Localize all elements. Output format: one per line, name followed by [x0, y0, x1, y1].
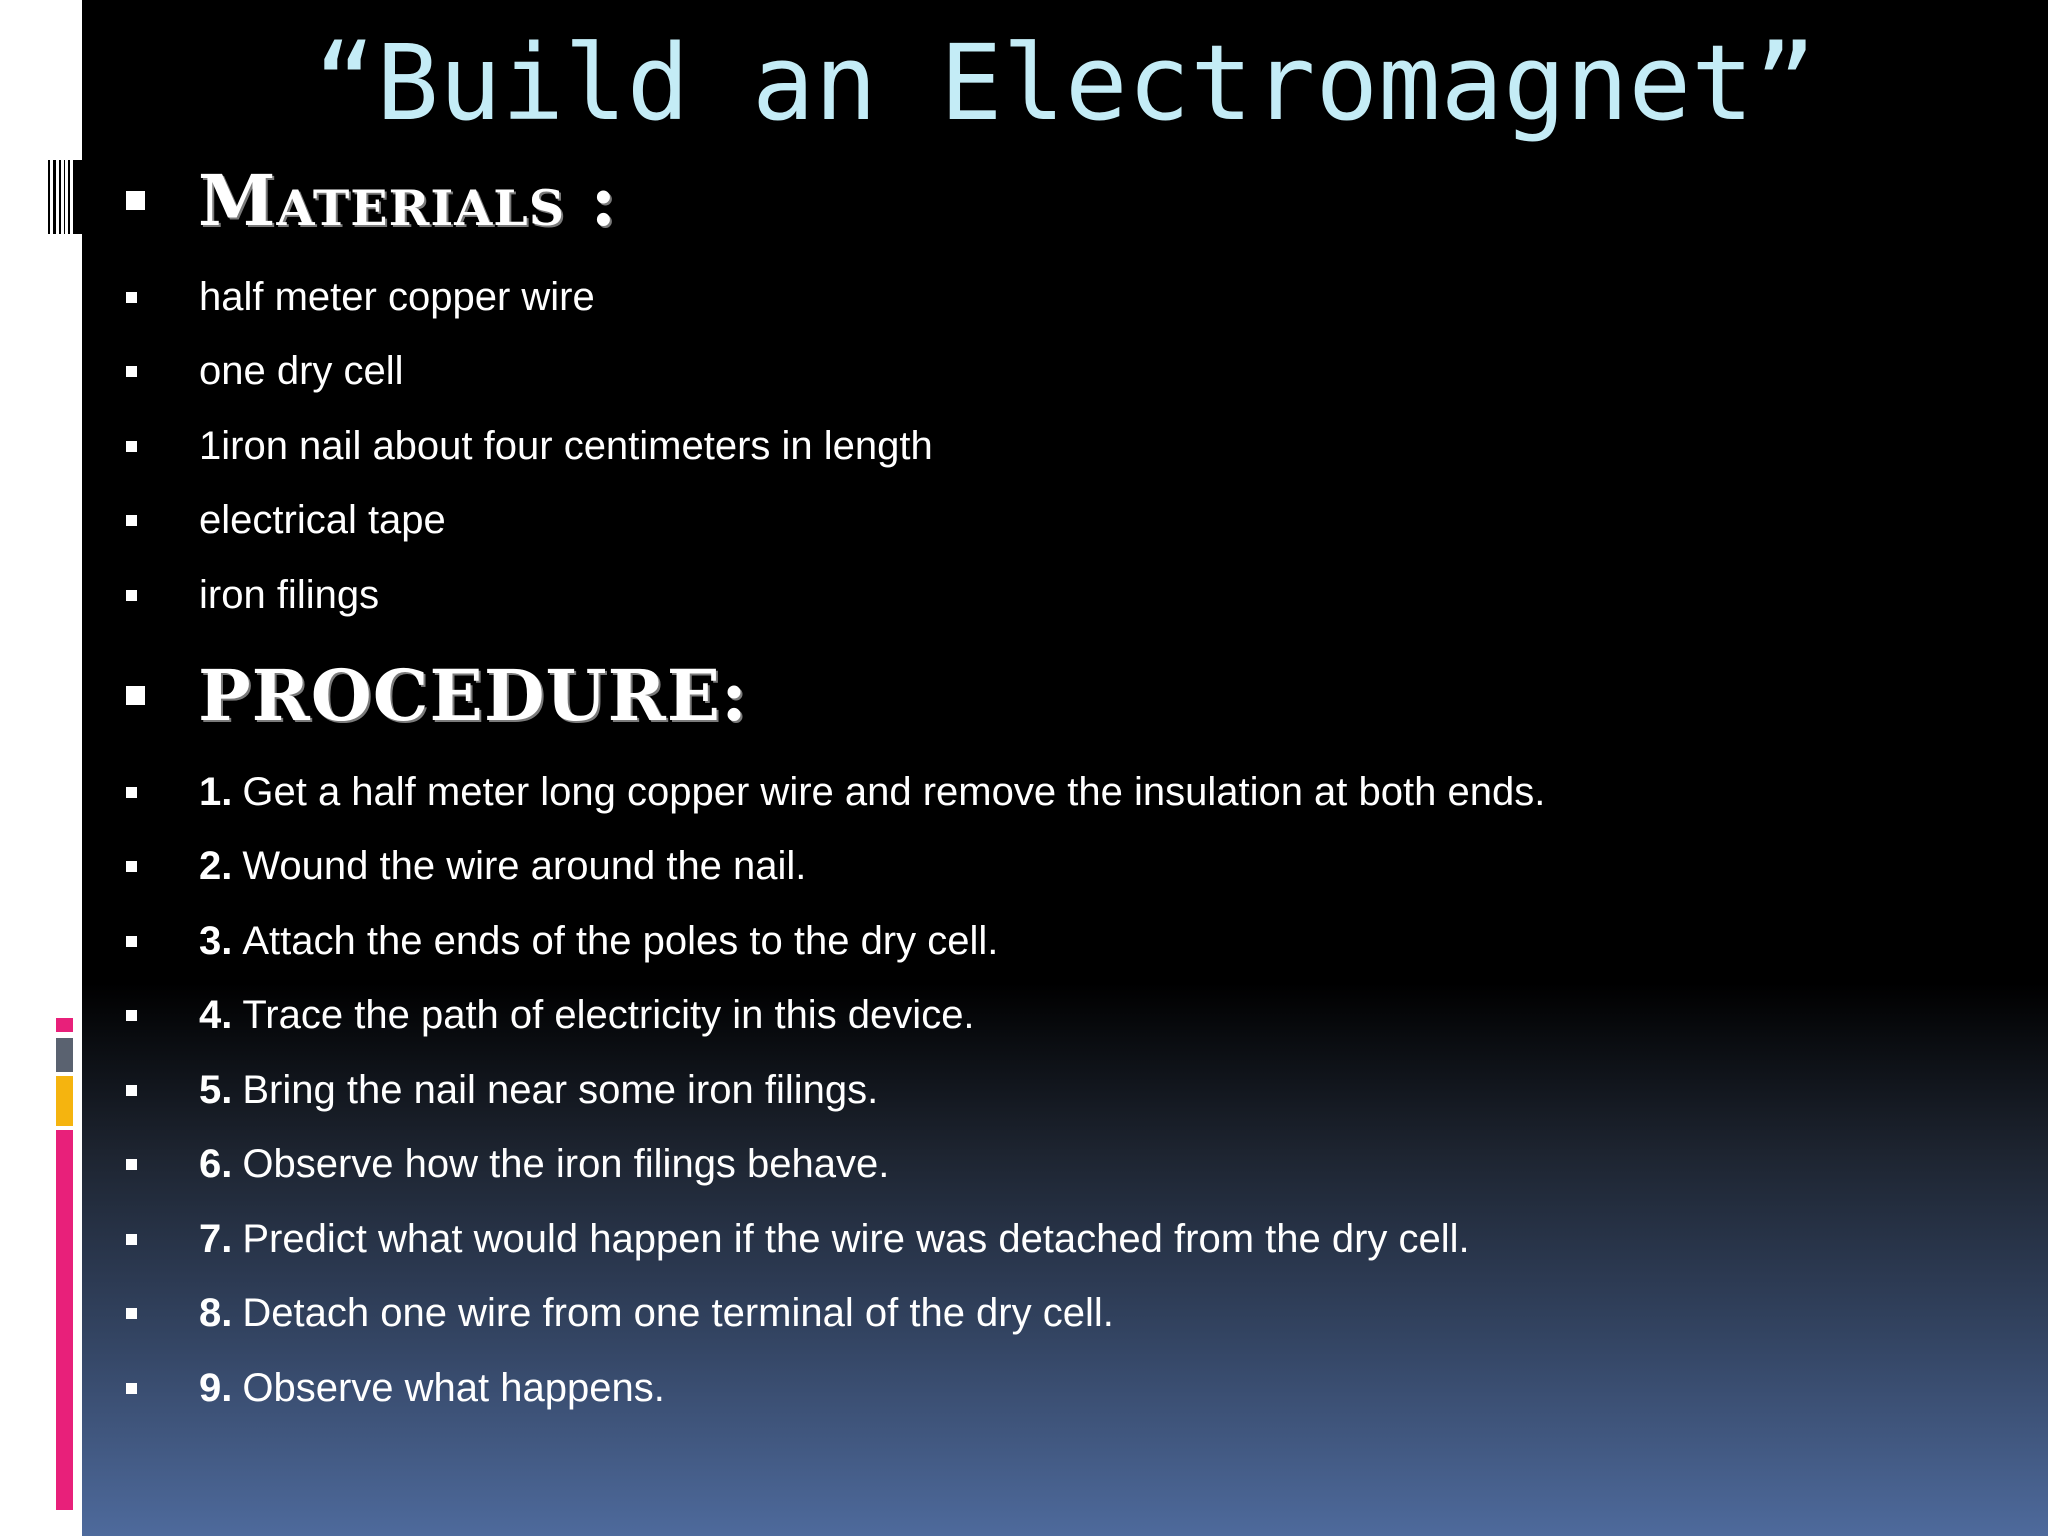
- list-item: [126, 1053, 1545, 1128]
- list-item: [126, 335, 933, 410]
- step-text: Detach one wire from one terminal of the dry cell.: [242, 1291, 1114, 1336]
- list-item: [126, 1202, 1545, 1277]
- materials-list: [126, 260, 933, 633]
- list-item: [126, 1277, 1545, 1352]
- step-number: 5.: [199, 1067, 233, 1112]
- step-number: 1.: [199, 769, 233, 814]
- step-text: Bring the nail near some iron filings.: [242, 1067, 879, 1112]
- square-bullet-icon: [126, 1085, 137, 1096]
- stripe: [48, 160, 50, 234]
- list-item: [126, 1351, 1545, 1426]
- step-number: 7.: [199, 1216, 233, 1261]
- square-bullet-icon: [126, 861, 137, 872]
- square-bullet-icon: [126, 936, 137, 947]
- accent-bar-pink: [56, 1130, 73, 1510]
- materials-heading: Materials :: [198, 158, 618, 242]
- square-bullet-icon: [126, 1159, 137, 1170]
- square-bullet-icon: [126, 1308, 137, 1319]
- material-text: one dry cell: [199, 349, 404, 394]
- material-text: half meter copper wire: [199, 274, 595, 319]
- step-text: Wound the wire around the nail.: [242, 844, 807, 889]
- square-bullet-icon: [126, 191, 145, 210]
- step-number: 2.: [199, 844, 233, 889]
- stripe: [64, 160, 66, 234]
- square-bullet-icon: [126, 686, 145, 705]
- step-number: 6.: [199, 1142, 233, 1187]
- list-item: [126, 979, 1545, 1054]
- square-bullet-icon: [126, 1010, 137, 1021]
- material-text: iron filings: [199, 572, 380, 617]
- step-number: 9.: [199, 1365, 233, 1410]
- procedure-heading: PROCEDURE:: [198, 653, 748, 737]
- step-text: Attach the ends of the poles to the dry cell.: [242, 918, 999, 963]
- step-number: 4.: [199, 993, 233, 1038]
- accent-bar-pink-top: [56, 1018, 73, 1032]
- step-text: Trace the path of electricity in this device.: [242, 993, 975, 1038]
- step-number: 8.: [199, 1291, 233, 1336]
- step-text: Observe how the iron filings behave.: [242, 1142, 890, 1187]
- square-bullet-icon: [126, 1383, 137, 1394]
- list-item: [126, 755, 1545, 830]
- list-item: [126, 409, 933, 484]
- step-text: Observe what happens.: [242, 1365, 665, 1410]
- list-item: [126, 484, 933, 559]
- square-bullet-icon: [126, 590, 137, 601]
- list-item: [126, 904, 1545, 979]
- stripe: [59, 160, 61, 234]
- list-item: [126, 830, 1545, 905]
- list-item: [126, 558, 933, 633]
- decorative-stripes: [48, 160, 82, 234]
- material-text: electrical tape: [199, 498, 446, 543]
- accent-bar-gray: [56, 1038, 73, 1072]
- stripe: [68, 160, 70, 234]
- step-text: Get a half meter long copper wire and remove the insulation at both ends.: [242, 769, 1546, 814]
- step-text: Predict what would happen if the wire was detached from the dry cell.: [242, 1216, 1470, 1261]
- square-bullet-icon: [126, 1234, 137, 1245]
- square-bullet-icon: [126, 787, 137, 798]
- square-bullet-icon: [126, 515, 137, 526]
- stripe: [73, 160, 82, 234]
- procedure-heading-row: [126, 645, 748, 745]
- procedure-list: [126, 755, 1545, 1426]
- slide-title: “Build an Electromagnet”: [313, 22, 1817, 144]
- material-text: 1iron nail about four centimeters in length: [199, 423, 933, 468]
- square-bullet-icon: [126, 366, 137, 377]
- square-bullet-icon: [126, 441, 137, 452]
- list-item: [126, 1128, 1545, 1203]
- materials-heading-row: [126, 150, 617, 250]
- stripe: [53, 160, 55, 234]
- step-number: 3.: [199, 918, 233, 963]
- list-item: [126, 260, 933, 335]
- square-bullet-icon: [126, 292, 137, 303]
- accent-bar-orange: [56, 1076, 73, 1126]
